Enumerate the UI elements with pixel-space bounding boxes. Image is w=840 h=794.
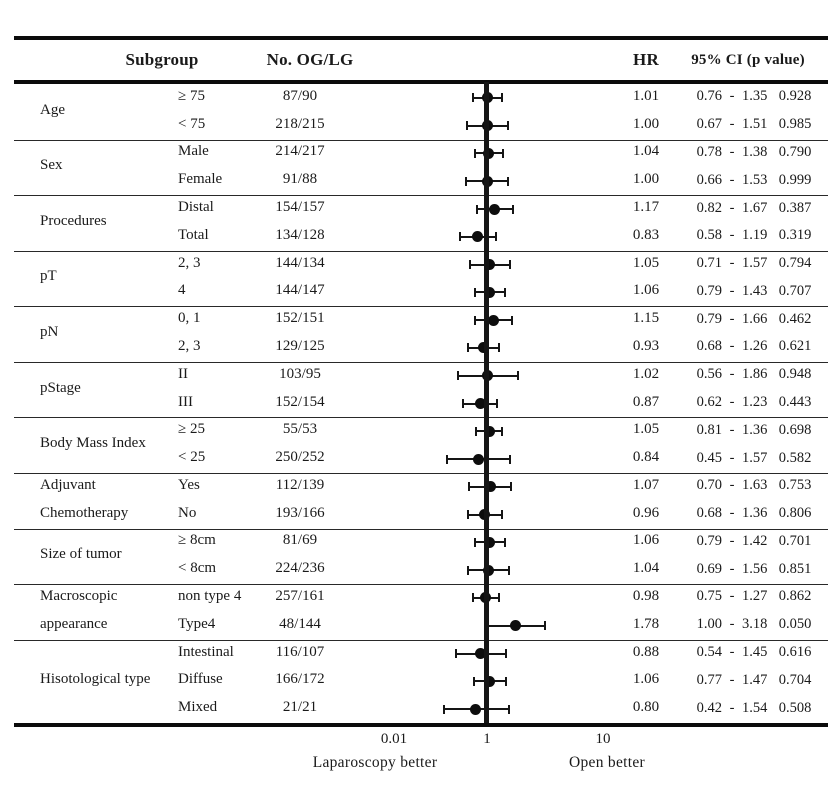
p-value: 0.753 — [778, 477, 812, 494]
axis-label-left: Laparoscopy better — [312, 754, 438, 771]
ci-low: 0.77 — [696, 671, 722, 688]
hr-value: 1.07 — [632, 476, 660, 493]
group-label: Procedures — [40, 212, 107, 229]
p-value: 0.319 — [778, 227, 812, 244]
ci-dash: - — [729, 366, 735, 383]
ci-cap-left — [472, 593, 474, 602]
subgroup-label: ≥ 8cm — [178, 532, 216, 549]
subgroup-label: non type 4 — [178, 587, 242, 604]
group-divider — [14, 529, 828, 530]
subgroup-label: < 8cm — [178, 560, 217, 577]
ci-dash: - — [729, 338, 735, 355]
ci-cap-right — [508, 566, 510, 575]
ci-dash: - — [729, 88, 735, 105]
hr-value: 0.88 — [632, 643, 660, 660]
hr-value: 1.02 — [632, 365, 660, 382]
group-label: Body Mass Index — [40, 435, 146, 452]
ci-dash: - — [729, 505, 735, 522]
hr-value: 1.01 — [632, 87, 660, 104]
ci-high: 1.36 — [742, 505, 768, 522]
group-divider — [14, 306, 828, 307]
ci-cap-right — [511, 316, 513, 325]
ci-high: 1.43 — [742, 282, 768, 299]
ci-low: 0.78 — [696, 143, 722, 160]
p-value: 0.794 — [778, 255, 812, 272]
ci-cap-left — [472, 93, 474, 102]
ci-high: 3.18 — [742, 616, 768, 633]
p-value: 0.698 — [778, 421, 812, 438]
ci-dash: - — [729, 421, 735, 438]
n-og-lg-value: 129/125 — [275, 337, 325, 354]
n-og-lg-value: 87/90 — [282, 87, 318, 104]
ci-high: 1.63 — [742, 477, 768, 494]
ci-cap-right — [496, 399, 498, 408]
group-divider — [14, 251, 828, 252]
hr-value: 0.87 — [632, 393, 660, 410]
ci-cap-right — [502, 149, 504, 158]
ci-high: 1.19 — [742, 227, 768, 244]
group-label: pT — [40, 268, 57, 285]
hr-point-marker — [489, 204, 500, 215]
ci-dash: - — [729, 171, 735, 188]
subgroup-label: Type4 — [178, 615, 216, 632]
ci-low: 0.79 — [696, 282, 722, 299]
hr-value: 1.00 — [632, 171, 660, 188]
hr-point-marker — [470, 704, 481, 715]
ci-cap-left — [468, 482, 470, 491]
subgroup-label: II — [178, 365, 188, 382]
ci-low: 0.75 — [696, 588, 722, 605]
ci-low: 0.67 — [696, 116, 722, 133]
axis-tick-10: 10 — [595, 731, 611, 747]
ci-cap-right — [505, 649, 507, 658]
group-label: Adjuvant — [40, 476, 96, 493]
ci-cap-left — [462, 399, 464, 408]
n-og-lg-value: 134/128 — [275, 226, 325, 243]
hr-value: 0.98 — [632, 587, 660, 604]
ci-cap-right — [544, 621, 546, 630]
ci-low: 0.58 — [696, 227, 722, 244]
ci-low: 0.81 — [696, 421, 722, 438]
ci-low: 1.00 — [696, 616, 722, 633]
ci-dash: - — [729, 394, 735, 410]
n-og-lg-value: 144/147 — [275, 282, 325, 299]
ci-cap-left — [473, 677, 475, 686]
ci-high: 1.38 — [742, 143, 768, 160]
n-og-lg-value: 152/154 — [275, 393, 325, 410]
ci-high: 1.45 — [742, 644, 768, 661]
n-og-lg-value: 152/151 — [275, 310, 325, 327]
p-value: 0.999 — [778, 171, 812, 188]
ci-low: 0.56 — [696, 366, 722, 383]
subgroup-label: < 75 — [178, 115, 206, 132]
group-label: pStage — [40, 379, 81, 396]
subgroup-label: < 25 — [178, 449, 206, 466]
ci-cap-left — [459, 232, 461, 241]
axis-tick-001: 0.01 — [380, 731, 408, 747]
ci-low: 0.62 — [696, 394, 722, 410]
ci-cap-right — [495, 232, 497, 241]
p-value: 0.704 — [778, 671, 812, 688]
n-og-lg-value: 257/161 — [275, 587, 325, 604]
reference-line — [484, 82, 489, 723]
ci-cap-right — [507, 177, 509, 186]
ci-dash: - — [729, 644, 735, 661]
subgroup-label: 4 — [178, 282, 186, 299]
subgroup-label: ≥ 75 — [178, 87, 205, 104]
ci-cap-right — [507, 121, 509, 130]
ci-cap-right — [505, 677, 507, 686]
column-header-n: No. OG/LG — [266, 50, 354, 69]
ci-cap-right — [501, 427, 503, 436]
group-divider — [14, 417, 828, 418]
p-value: 0.443 — [778, 394, 812, 410]
subgroup-label: ≥ 25 — [178, 421, 205, 438]
subgroup-label: Total — [178, 226, 209, 243]
p-value: 0.462 — [778, 310, 812, 327]
ci-dash: - — [729, 449, 735, 466]
ci-cap-left — [474, 288, 476, 297]
group-divider — [14, 640, 828, 641]
ci-dash: - — [729, 560, 735, 577]
ci-dash: - — [729, 699, 735, 716]
p-value: 0.790 — [778, 143, 812, 160]
ci-dash: - — [729, 671, 735, 688]
column-header-ci: 95% CI (p value) — [691, 52, 805, 68]
p-value: 0.862 — [778, 588, 812, 605]
ci-high: 1.66 — [742, 310, 768, 327]
subgroup-label: Female — [178, 171, 223, 188]
hr-point-marker — [473, 454, 484, 465]
ci-cap-left — [474, 316, 476, 325]
hr-point-marker — [510, 620, 521, 631]
ci-high: 1.56 — [742, 560, 768, 577]
n-og-lg-value: 193/166 — [275, 504, 325, 521]
ci-cap-right — [501, 93, 503, 102]
ci-cap-left — [475, 427, 477, 436]
n-og-lg-value: 214/217 — [275, 143, 325, 160]
subgroup-label: 2, 3 — [178, 337, 201, 354]
group-divider — [14, 195, 828, 196]
n-og-lg-value: 166/172 — [275, 671, 325, 688]
ci-high: 1.42 — [742, 532, 768, 549]
ci-cap-left — [457, 371, 459, 380]
hr-value: 1.06 — [632, 671, 660, 688]
hr-value: 0.80 — [632, 699, 660, 716]
ci-cap-right — [501, 510, 503, 519]
ci-low: 0.54 — [696, 644, 722, 661]
axis-tick-1: 1 — [483, 731, 491, 747]
ci-low: 0.45 — [696, 449, 722, 466]
ci-high: 1.54 — [742, 699, 768, 716]
subgroup-label: III — [178, 393, 193, 410]
p-value: 0.948 — [778, 366, 812, 383]
group-label: Chemotherapy — [40, 504, 129, 521]
ci-cap-left — [455, 649, 457, 658]
hr-value: 0.84 — [632, 449, 660, 466]
hr-value: 1.04 — [632, 560, 660, 577]
group-divider — [14, 140, 828, 141]
ci-cap-left — [474, 538, 476, 547]
group-divider — [14, 473, 828, 474]
ci-high: 1.57 — [742, 449, 768, 466]
ci-dash: - — [729, 282, 735, 299]
group-label: Hisotological type — [40, 671, 151, 688]
p-value: 0.928 — [778, 88, 812, 105]
column-header-hr: HR — [633, 50, 659, 69]
column-header-subgroup: Subgroup — [125, 50, 199, 69]
ci-dash: - — [729, 227, 735, 244]
ci-dash: - — [729, 143, 735, 160]
ci-cap-right — [498, 343, 500, 352]
ci-low: 0.69 — [696, 560, 722, 577]
p-value: 0.050 — [778, 616, 812, 633]
ci-cap-left — [474, 149, 476, 158]
hr-value: 1.06 — [632, 532, 660, 549]
ci-cap-right — [498, 593, 500, 602]
ci-dash: - — [729, 616, 735, 633]
ci-high: 1.26 — [742, 338, 768, 355]
ci-cap-left — [465, 177, 467, 186]
p-value: 0.582 — [778, 449, 812, 466]
subgroup-label: No — [178, 504, 197, 521]
ci-high: 1.53 — [742, 171, 768, 188]
n-og-lg-value: 55/53 — [282, 421, 318, 438]
ci-low: 0.42 — [696, 699, 722, 716]
group-label: Size of tumor — [40, 546, 122, 563]
group-label: pN — [40, 324, 59, 341]
hr-value: 1.05 — [632, 421, 660, 438]
hr-value: 1.17 — [632, 199, 660, 216]
ci-low: 0.79 — [696, 310, 722, 327]
ci-high: 1.35 — [742, 88, 768, 105]
ci-dash: - — [729, 199, 735, 216]
axis-label-right: Open better — [568, 754, 646, 771]
hr-point-marker — [472, 231, 483, 242]
ci-high: 1.23 — [742, 394, 768, 410]
hr-value: 1.06 — [632, 282, 660, 299]
hr-value: 1.15 — [632, 310, 660, 327]
ci-cap-left — [443, 705, 445, 714]
ci-low: 0.66 — [696, 171, 722, 188]
group-divider — [14, 584, 828, 585]
ci-dash: - — [729, 477, 735, 494]
ci-dash: - — [729, 255, 735, 272]
ci-low: 0.76 — [696, 88, 722, 105]
subgroup-label: 0, 1 — [178, 310, 201, 327]
subgroup-label: 2, 3 — [178, 254, 201, 271]
ci-cap-right — [508, 705, 510, 714]
ci-dash: - — [729, 588, 735, 605]
ci-low: 0.71 — [696, 255, 722, 272]
ci-high: 1.67 — [742, 199, 768, 216]
subgroup-label: Diffuse — [178, 671, 223, 688]
p-value: 0.806 — [778, 505, 812, 522]
ci-cap-right — [509, 455, 511, 464]
ci-cap-left — [446, 455, 448, 464]
group-label: Age — [40, 101, 65, 118]
ci-cap-left — [467, 343, 469, 352]
hr-value: 1.04 — [632, 143, 660, 160]
subgroup-label: Mixed — [178, 699, 218, 716]
hr-value: 1.00 — [632, 115, 660, 132]
n-og-lg-value: 218/215 — [275, 115, 325, 132]
n-og-lg-value: 21/21 — [282, 699, 318, 716]
n-og-lg-value: 91/88 — [282, 171, 318, 188]
ci-cap-left — [467, 566, 469, 575]
ci-dash: - — [729, 532, 735, 549]
ci-cap-right — [512, 205, 514, 214]
subgroup-label: Intestinal — [178, 643, 234, 660]
n-og-lg-value: 81/69 — [282, 532, 318, 549]
n-og-lg-value: 250/252 — [275, 449, 325, 466]
ci-high: 1.86 — [742, 366, 768, 383]
ci-low: 0.68 — [696, 505, 722, 522]
n-og-lg-value: 103/95 — [279, 365, 321, 382]
n-og-lg-value: 224/236 — [275, 560, 325, 577]
subgroup-label: Yes — [178, 476, 200, 493]
p-value: 0.707 — [778, 282, 812, 299]
ci-cap-left — [476, 205, 478, 214]
ci-cap-right — [504, 538, 506, 547]
ci-cap-right — [509, 260, 511, 269]
p-value: 0.985 — [778, 116, 812, 133]
subgroup-label: Distal — [178, 199, 214, 216]
hr-value: 1.05 — [632, 254, 660, 271]
subgroup-label: Male — [178, 143, 209, 160]
ci-high: 1.36 — [742, 421, 768, 438]
ci-high: 1.57 — [742, 255, 768, 272]
hr-value: 0.83 — [632, 226, 660, 243]
p-value: 0.851 — [778, 560, 812, 577]
p-value: 0.621 — [778, 338, 812, 355]
n-og-lg-value: 154/157 — [275, 199, 325, 216]
ci-high: 1.27 — [742, 588, 768, 605]
ci-cap-right — [504, 288, 506, 297]
ci-low: 0.68 — [696, 338, 722, 355]
hr-value: 1.78 — [632, 615, 660, 632]
ci-cap-left — [466, 121, 468, 130]
ci-low: 0.70 — [696, 477, 722, 494]
group-label: Macroscopic — [40, 587, 118, 604]
hr-point-marker — [488, 315, 499, 326]
ci-cap-left — [469, 260, 471, 269]
ci-high: 1.47 — [742, 671, 768, 688]
group-divider — [14, 362, 828, 363]
ci-low: 0.82 — [696, 199, 722, 216]
ci-cap-right — [510, 482, 512, 491]
ci-dash: - — [729, 116, 735, 133]
n-og-lg-value: 116/107 — [275, 643, 325, 660]
p-value: 0.701 — [778, 532, 812, 549]
p-value: 0.508 — [778, 699, 812, 716]
ci-cap-left — [467, 510, 469, 519]
ci-low: 0.79 — [696, 532, 722, 549]
n-og-lg-value: 144/134 — [275, 254, 325, 271]
ci-high: 1.51 — [742, 116, 768, 133]
group-label: Sex — [40, 157, 63, 174]
n-og-lg-value: 112/139 — [275, 476, 325, 493]
n-og-lg-value: 48/144 — [279, 615, 321, 632]
group-label: appearance — [40, 615, 108, 632]
p-value: 0.387 — [778, 199, 812, 216]
hr-value: 0.96 — [632, 504, 660, 521]
p-value: 0.616 — [778, 644, 812, 661]
ci-dash: - — [729, 310, 735, 327]
ci-cap-right — [517, 371, 519, 380]
hr-value: 0.93 — [632, 337, 660, 354]
